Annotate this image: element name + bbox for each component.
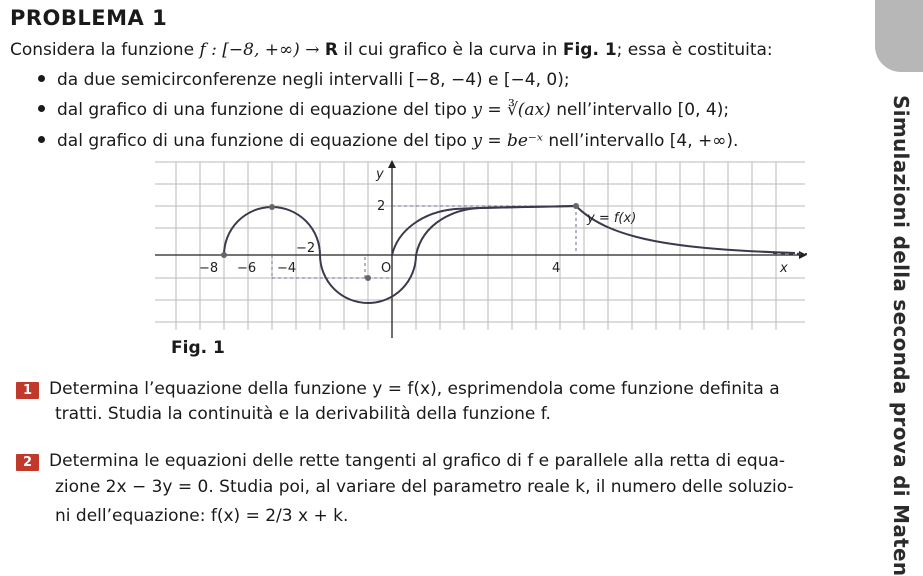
bullet-text: nell’intervallo [4, +∞).: [542, 131, 739, 151]
question-number-badge: 1: [16, 382, 39, 399]
tick-label-minus-4: −4: [277, 261, 297, 276]
intro-paragraph: [10, 40, 773, 60]
fig-reference: Fig. 1: [562, 40, 617, 60]
bullet-text: dal grafico di una funzione di equazione del tipo: [57, 131, 473, 151]
bullet-icon: [38, 105, 45, 112]
point-minus-8: [221, 252, 227, 258]
bullet-text: nell’intervallo [0, 4);: [550, 100, 730, 120]
intro-text-3: ; essa è costituita:: [616, 40, 773, 60]
intro-text-1: Considera la funzione: [10, 40, 200, 60]
side-tab: [875, 0, 923, 72]
question-1: [16, 379, 780, 399]
question-1-continued: tratti. Studia la continuità e la derivabilità della funzione f.: [55, 404, 551, 424]
origin-label: O: [381, 261, 392, 276]
side-running-title: Simulazioni della seconda prova di Maten: [889, 95, 913, 576]
function-definition: f : [−8, +∞) →: [199, 40, 325, 60]
question-2: [16, 451, 785, 471]
bullet-item-1: [38, 70, 570, 90]
tick-label-minus-2: −2: [296, 241, 316, 256]
point-top-semicircle: [269, 204, 275, 210]
tick-label-2: 2: [377, 199, 386, 214]
tick-label-minus-6: −6: [237, 261, 257, 276]
bullet-text: da due semicirconferenze negli intervalli [−8, −4) e [−4, 0);: [57, 70, 570, 90]
bullet-item-3: [38, 131, 738, 151]
tick-label-4: 4: [552, 261, 561, 276]
question-text: Determina l’equazione della funzione y = f(x), esprimendola come funzione definita a: [49, 379, 780, 399]
bullet-icon: [38, 75, 45, 82]
bullet-text: dal grafico di una funzione di equazione del tipo: [57, 100, 473, 120]
figure-caption: Fig. 1: [171, 338, 225, 358]
question-2-equation: ni dell’equazione: f(x) = 2/3 x + k.: [55, 506, 349, 526]
question-text: Determina le equazioni delle rette tangenti al grafico di f e parallele alla retta di equa-: [49, 451, 786, 471]
equation: y = be⁻ˣ: [472, 131, 543, 151]
function-graph: [155, 160, 815, 340]
point-bottom-semicircle: [365, 275, 371, 281]
bullet-icon: [38, 136, 45, 143]
graph-grid: [155, 162, 805, 330]
problem-title: PROBLEMA 1: [10, 6, 168, 30]
equation: y = ∛(ax): [472, 100, 551, 120]
tick-label-minus-8: −8: [199, 261, 219, 276]
reals-symbol: R: [324, 40, 338, 60]
x-axis-arrow-icon: [799, 251, 807, 259]
question-number-badge: 2: [16, 454, 39, 471]
point-x-4: [573, 203, 579, 209]
question-2-continued: zione 2x − 3y = 0. Studia poi, al variare del parametro reale k, il numero delle soluzio-: [55, 477, 794, 497]
x-axis-label: x: [780, 261, 788, 276]
y-axis-arrow-icon: [388, 160, 396, 168]
cube-root-branch: [392, 206, 576, 255]
bullet-item-2: [38, 100, 729, 120]
curve-label: y = f(x): [587, 211, 637, 226]
intro-text-2: il cui grafico è la curva in: [337, 40, 563, 60]
y-axis-label: y: [376, 167, 384, 182]
